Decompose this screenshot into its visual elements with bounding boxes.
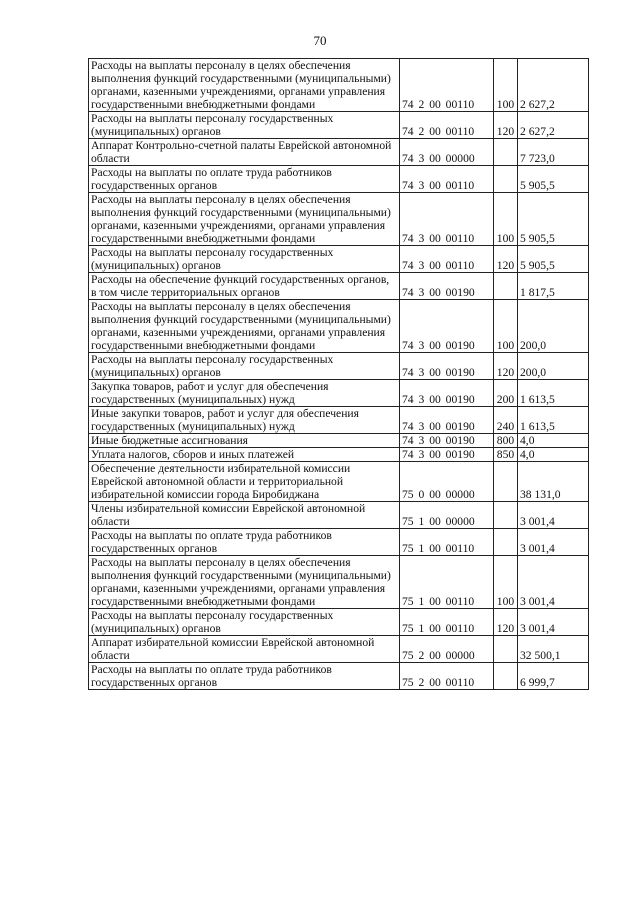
row-description: Расходы на выплаты персоналу государственных (муниципальных) органов bbox=[89, 112, 400, 139]
row-description: Уплата налогов, сборов и иных платежей bbox=[89, 448, 400, 462]
row-expense-type: 100 bbox=[494, 556, 518, 609]
row-amount: 3 001,4 bbox=[518, 609, 589, 636]
row-amount: 2 627,2 bbox=[518, 112, 589, 139]
row-expense-type bbox=[494, 663, 518, 690]
row-expense-type bbox=[494, 166, 518, 193]
row-target-code: 74 3 00 00000 bbox=[400, 139, 494, 166]
row-amount: 2 627,2 bbox=[518, 59, 589, 112]
row-amount: 5 905,5 bbox=[518, 166, 589, 193]
row-target-code: 75 2 00 00000 bbox=[400, 636, 494, 663]
row-target-code: 75 1 00 00110 bbox=[400, 609, 494, 636]
table-row bbox=[89, 193, 589, 246]
row-description: Расходы на выплаты по оплате труда работников государственных органов bbox=[89, 529, 400, 556]
row-target-code: 74 2 00 00110 bbox=[400, 112, 494, 139]
table-row bbox=[89, 636, 589, 663]
row-amount: 5 905,5 bbox=[518, 246, 589, 273]
row-target-code: 74 3 00 00190 bbox=[400, 300, 494, 353]
row-expense-type bbox=[494, 462, 518, 502]
row-expense-type: 120 bbox=[494, 609, 518, 636]
row-target-code: 74 3 00 00110 bbox=[400, 166, 494, 193]
row-expense-type: 800 bbox=[494, 434, 518, 448]
row-amount: 38 131,0 bbox=[518, 462, 589, 502]
row-description: Иные бюджетные ассигнования bbox=[89, 434, 400, 448]
row-expense-type: 200 bbox=[494, 380, 518, 407]
row-description: Расходы на выплаты персоналу в целях обеспечения выполнения функций государственными (муниципальными) органами, казенными учреждениями, органами управления государственными внебюджетными фондами bbox=[89, 193, 400, 246]
row-description: Расходы на обеспечение функций государственных органов, в том числе территориальных органов bbox=[89, 273, 400, 300]
row-target-code: 74 3 00 00190 bbox=[400, 407, 494, 434]
row-target-code: 74 3 00 00190 bbox=[400, 434, 494, 448]
row-amount: 1 817,5 bbox=[518, 273, 589, 300]
table-row bbox=[89, 556, 589, 609]
row-amount: 200,0 bbox=[518, 353, 589, 380]
table-row bbox=[89, 448, 589, 462]
row-target-code: 74 3 00 00190 bbox=[400, 353, 494, 380]
row-amount: 1 613,5 bbox=[518, 407, 589, 434]
row-expense-type: 100 bbox=[494, 300, 518, 353]
row-amount: 5 905,5 bbox=[518, 193, 589, 246]
row-description: Закупка товаров, работ и услуг для обеспечения государственных (муниципальных) нужд bbox=[89, 380, 400, 407]
row-target-code: 74 3 00 00190 bbox=[400, 448, 494, 462]
row-description: Расходы на выплаты по оплате труда работников государственных органов bbox=[89, 663, 400, 690]
table-row bbox=[89, 609, 589, 636]
row-expense-type bbox=[494, 139, 518, 166]
row-amount: 4,0 bbox=[518, 434, 589, 448]
row-expense-type bbox=[494, 273, 518, 300]
table-row bbox=[89, 663, 589, 690]
row-description: Расходы на выплаты по оплате труда работников государственных органов bbox=[89, 166, 400, 193]
row-amount: 1 613,5 bbox=[518, 380, 589, 407]
row-target-code: 74 2 00 00110 bbox=[400, 59, 494, 112]
table-row bbox=[89, 300, 589, 353]
table-row bbox=[89, 529, 589, 556]
row-expense-type: 100 bbox=[494, 193, 518, 246]
row-target-code: 75 1 00 00000 bbox=[400, 502, 494, 529]
table-row bbox=[89, 380, 589, 407]
row-expense-type: 850 bbox=[494, 448, 518, 462]
row-expense-type: 120 bbox=[494, 353, 518, 380]
row-target-code: 74 3 00 00190 bbox=[400, 273, 494, 300]
table-row bbox=[89, 434, 589, 448]
row-description: Расходы на выплаты персоналу государственных (муниципальных) органов bbox=[89, 246, 400, 273]
row-description: Расходы на выплаты персоналу государственных (муниципальных) органов bbox=[89, 353, 400, 380]
table-row bbox=[89, 502, 589, 529]
row-target-code: 75 0 00 00000 bbox=[400, 462, 494, 502]
row-target-code: 75 1 00 00110 bbox=[400, 529, 494, 556]
table-row bbox=[89, 407, 589, 434]
row-target-code: 75 2 00 00110 bbox=[400, 663, 494, 690]
table-row bbox=[89, 59, 589, 112]
row-expense-type bbox=[494, 529, 518, 556]
table-row bbox=[89, 112, 589, 139]
row-description: Аппарат избирательной комиссии Еврейской автономной области bbox=[89, 636, 400, 663]
table-row bbox=[89, 246, 589, 273]
row-expense-type: 100 bbox=[494, 59, 518, 112]
row-amount: 3 001,4 bbox=[518, 502, 589, 529]
row-amount: 3 001,4 bbox=[518, 529, 589, 556]
page-number: 70 bbox=[313, 33, 327, 48]
row-description: Аппарат Контрольно-счетной палаты Еврейской автономной области bbox=[89, 139, 400, 166]
row-description: Обеспечение деятельности избирательной комиссии Еврейской автономной области и территориальной избирательной комиссии города Биробиджана bbox=[89, 462, 400, 502]
table-row bbox=[89, 166, 589, 193]
budget-table bbox=[88, 58, 589, 690]
table-row bbox=[89, 139, 589, 166]
row-expense-type bbox=[494, 636, 518, 663]
row-description: Иные закупки товаров, работ и услуг для обеспечения государственных (муниципальных) нужд bbox=[89, 407, 400, 434]
row-amount: 200,0 bbox=[518, 300, 589, 353]
row-target-code: 74 3 00 00190 bbox=[400, 380, 494, 407]
row-target-code: 74 3 00 00110 bbox=[400, 193, 494, 246]
row-description: Расходы на выплаты персоналу в целях обеспечения выполнения функций государственными (муниципальными) органами, казенными учреждениями, органами управления государственными внебюджетными фондами bbox=[89, 59, 400, 112]
row-amount: 4,0 bbox=[518, 448, 589, 462]
row-amount: 3 001,4 bbox=[518, 556, 589, 609]
budget-table-body bbox=[89, 59, 589, 690]
row-target-code: 75 1 00 00110 bbox=[400, 556, 494, 609]
row-amount: 6 999,7 bbox=[518, 663, 589, 690]
row-expense-type bbox=[494, 502, 518, 529]
row-amount: 32 500,1 bbox=[518, 636, 589, 663]
row-description: Расходы на выплаты персоналу в целях обеспечения выполнения функций государственными (муниципальными) органами, казенными учреждениями, органами управления государственными внебюджетными фондами bbox=[89, 556, 400, 609]
table-row bbox=[89, 273, 589, 300]
row-expense-type: 120 bbox=[494, 112, 518, 139]
table-row bbox=[89, 462, 589, 502]
row-target-code: 74 3 00 00110 bbox=[400, 246, 494, 273]
row-description: Расходы на выплаты персоналу в целях обеспечения выполнения функций государственными (муниципальными) органами, казенными учреждениями, органами управления государственными внебюджетными фондами bbox=[89, 300, 400, 353]
row-expense-type: 240 bbox=[494, 407, 518, 434]
table-row bbox=[89, 353, 589, 380]
row-description: Члены избирательной комиссии Еврейской автономной области bbox=[89, 502, 400, 529]
row-amount: 7 723,0 bbox=[518, 139, 589, 166]
row-description: Расходы на выплаты персоналу государственных (муниципальных) органов bbox=[89, 609, 400, 636]
row-expense-type: 120 bbox=[494, 246, 518, 273]
